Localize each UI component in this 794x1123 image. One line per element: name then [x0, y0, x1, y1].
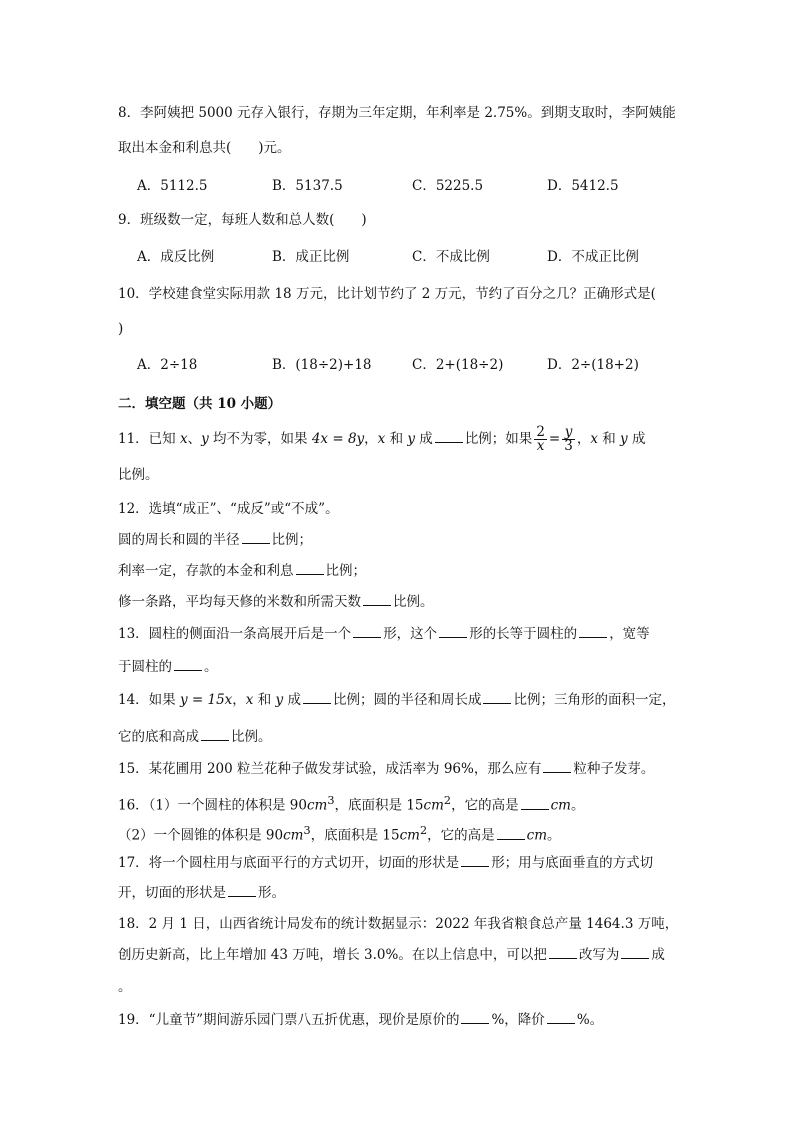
- q13-line2: 于圆柱的 。: [118, 659, 218, 675]
- q14-line1: 14．如果 y = 15x，x 和 y 成 比例；圆的半径和周长成 比例；三角形的面积一定，: [118, 692, 676, 708]
- q17-blank-1[interactable]: [461, 853, 489, 867]
- q8-line1: 8．李阿姨把 5000 元存入银行，存期为三年定期，年利率是 2.75%。到期支取时，李阿姨能: [118, 105, 676, 121]
- q8-option-b: B．5137.5: [272, 178, 343, 194]
- q18-blank-2[interactable]: [621, 945, 649, 959]
- q17-blank-2[interactable]: [228, 883, 256, 897]
- q12-statement-1: 圆的周长和圆的半径 比例；: [118, 532, 312, 548]
- q10-option-c: C．2+(18÷2): [412, 357, 504, 373]
- q12-statement-2: 利率一定，存款的本金和利息 比例；: [118, 563, 366, 579]
- q14-blank-1[interactable]: [303, 690, 331, 704]
- section-heading-fill-in: 二．填空题（共 10 小题）: [118, 396, 282, 412]
- q18-line3: 。: [118, 979, 132, 995]
- q9-option-c: C．不成比例: [412, 249, 490, 265]
- q16-part2: （2）一个圆锥的体积是 $90cm^3$，底面积是 $15cm^2$，它的高是 cm。: [118, 824, 561, 844]
- q9-option-b: B．成正比例: [272, 249, 350, 265]
- q11-fraction-y-over-3: $\frac{y}{3}$: [564, 424, 573, 454]
- q8-line2: 取出本金和利息共( )元。: [118, 140, 291, 156]
- q18-line2: 创历史新高，比上年增加 43 万吨，增长 3.0%。在以上信息中，可以把 改写为 成: [118, 947, 665, 963]
- q12-statement-3: 修一条路，平均每天修的米数和所需天数 比例。: [118, 594, 434, 610]
- q10-option-b: B．(18÷2)+18: [272, 357, 372, 373]
- q14-line2: 它的底和高成 比例。: [118, 729, 272, 745]
- q16-blank-1[interactable]: [521, 796, 549, 810]
- q19-line1: 19．“儿童节”期间游乐园门票八五折优惠，现价是原价的 %，降价 %。: [118, 1012, 604, 1028]
- q12-blank-3[interactable]: [363, 592, 391, 606]
- q16-blank-2[interactable]: [497, 826, 525, 840]
- q8-option-c: C．5225.5: [412, 178, 484, 194]
- q19-blank-1[interactable]: [461, 1010, 489, 1024]
- q9-line1: 9．班级数一定，每班人数和总人数( ): [118, 212, 367, 228]
- q14-blank-2[interactable]: [483, 690, 511, 704]
- q8-option-a: A．5112.5: [137, 178, 208, 194]
- q12-line1: 12．选填“成正”、“成反”或“不成”。: [118, 501, 339, 517]
- q13-blank-1[interactable]: [353, 624, 381, 638]
- q17-line2: 开，切面的形状是 形。: [118, 885, 285, 901]
- q12-blank-1[interactable]: [242, 530, 270, 544]
- q11-fraction-2-over-x: $\frac{2}{x}$: [536, 424, 545, 454]
- q13-blank-4[interactable]: [174, 657, 202, 671]
- q8-option-d: D．5412.5: [547, 178, 619, 194]
- q13-line1: 13．圆柱的侧面沿一条高展开后是一个 形，这个 形的长等于圆柱的 ，宽等: [118, 626, 650, 642]
- q15-blank-1[interactable]: [543, 759, 571, 773]
- q16-part1: 16．（1）一个圆柱的体积是 $90cm^3$，底面积是 $15cm^2$，它的高是 cm。: [118, 794, 585, 814]
- q10-option-d: D．2÷(18+2): [547, 357, 639, 373]
- q11-line1: 11．已知 x、y 均不为零，如果 4x = 8y，x 和 y 成 比例；如果 $\frac{2}{x}$ = $\frac{y}{3}$ ，x 和 y 成: [118, 424, 646, 454]
- q11-line2: 比例。: [118, 467, 159, 483]
- q14-blank-3[interactable]: [201, 727, 229, 741]
- q18-line1: 18．2 月 1 日，山西省统计局发布的统计数据显示：2022 年我省粮食总产量 1464.3 万吨，: [118, 916, 679, 932]
- q13-blank-3[interactable]: [579, 624, 607, 638]
- q12-blank-2[interactable]: [296, 561, 324, 575]
- q19-blank-2[interactable]: [547, 1010, 575, 1024]
- q10-line1: 10．学校建食堂实际用款 18 万元，比计划节约了 2 万元，节约了百分之几？正确形式是(: [118, 286, 656, 302]
- q15-line1: 15．某花圃用 200 粒兰花种子做发芽试验，成活率为 96%，那么应有 粒种子发芽。: [118, 761, 655, 777]
- q13-blank-2[interactable]: [439, 624, 467, 638]
- q9-option-d: D．不成正比例: [547, 249, 639, 265]
- q18-blank-1[interactable]: [549, 945, 577, 959]
- q17-line1: 17．将一个圆柱用与底面平行的方式切开，切面的形状是 形；用与底面垂直的方式切: [118, 855, 654, 871]
- q11-blank-1[interactable]: [435, 429, 463, 443]
- q10-line2: ): [118, 321, 124, 337]
- q9-option-a: A．成反比例: [137, 249, 215, 265]
- q10-option-a: A．2÷18: [137, 357, 198, 373]
